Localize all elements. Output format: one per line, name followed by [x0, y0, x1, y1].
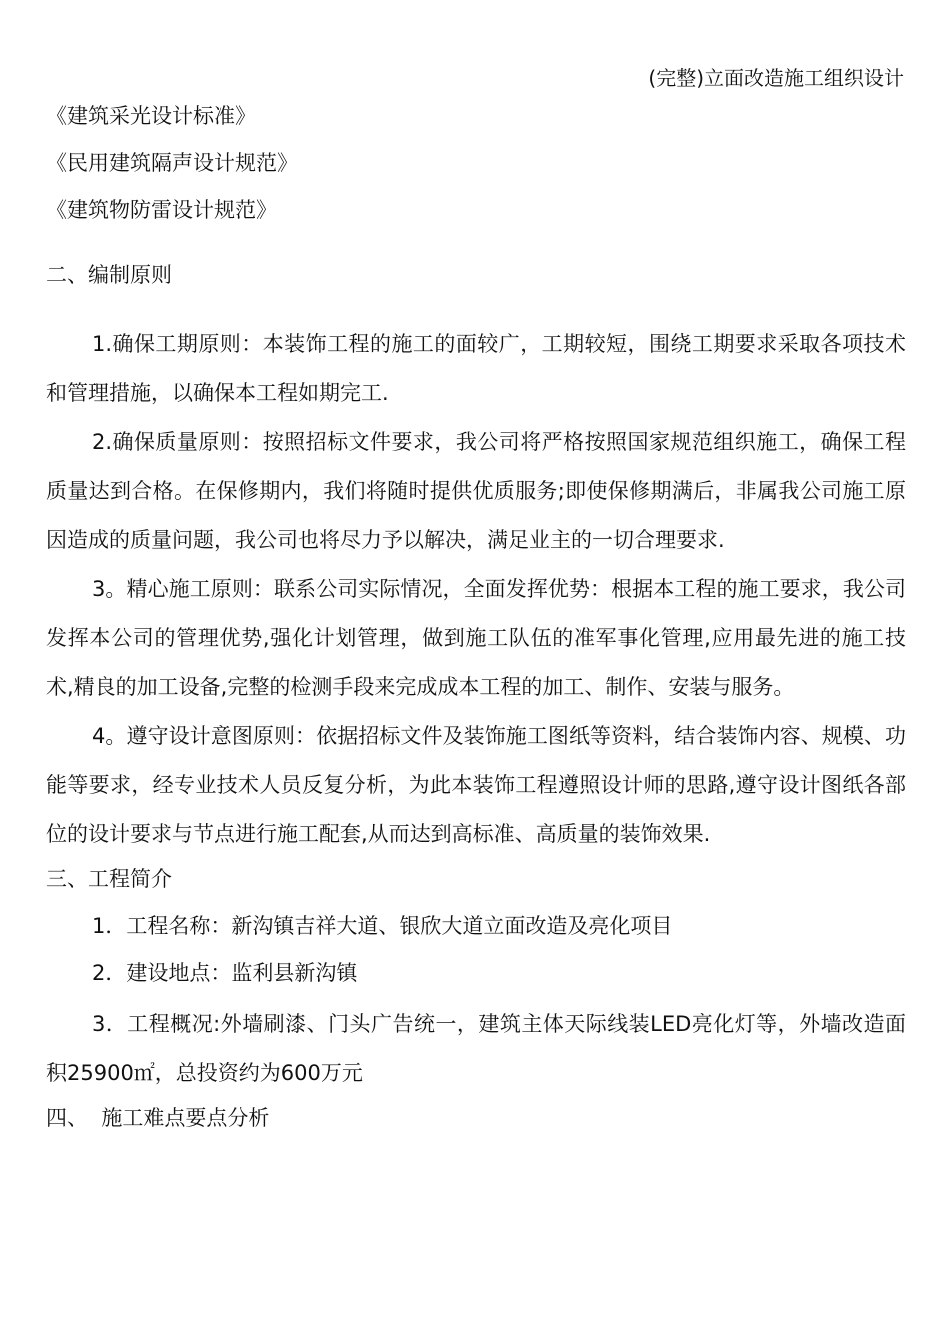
- section-heading-difficulties: 四、 施工难点要点分析: [46, 1106, 270, 1130]
- document-body: [46, 96, 906, 1145]
- principle-paragraph-2: 2.确保质量原则：按照招标文件要求，我公司将严格按照国家规范组织施工，确保工程质量达到合格。在保修期内，我们将随时提供优质服务;即使保修期满后，非属我公司施工原因造成的质量问题，我公司也将尽力予以解决，满足业主的一切合理要求.: [46, 430, 906, 552]
- principle-paragraph-4: 4。遵守设计意图原则：依据招标文件及装饰施工图纸等资料，结合装饰内容、规模、功能等要求，经专业技术人员反复分析，为此本装饰工程遵照设计师的思路,遵守设计图纸各部位的设计要求与节点进行施工配套,从而达到高标准、高质量的装饰效果.: [46, 724, 906, 846]
- project-name-item: 1．工程名称：新沟镇吉祥大道、银欣大道立面改造及亮化项目: [92, 914, 673, 938]
- document-header: (完整)立面改造施工组织设计: [648, 66, 904, 90]
- project-overview-paragraph: 3．工程概况:外墙刷漆、门头广告统一，建筑主体天际线装LED亮化灯等，外墙改造面积25900㎡，总投资约为600万元: [46, 1012, 906, 1085]
- project-location-item: 2．建设地点：监利县新沟镇: [92, 961, 358, 985]
- section-heading-overview: 三、工程简介: [46, 867, 172, 891]
- standard-item: 《民用建筑隔声设计规范》: [46, 151, 298, 175]
- principle-paragraph-1: 1.确保工期原则：本装饰工程的施工的面较广，工期较短，围绕工期要求采取各项技术和管理措施，以确保本工程如期完工.: [46, 332, 906, 405]
- section-heading-principles: 二、编制原则: [46, 263, 172, 287]
- principle-paragraph-3: 3。精心施工原则：联系公司实际情况，全面发挥优势：根据本工程的施工要求，我公司发挥本公司的管理优势,强化计划管理，做到施工队伍的准军事化管理,应用最先进的施工技术,精良的加工设备,完整的检测手段来完成成本工程的加工、制作、安装与服务。: [46, 577, 906, 699]
- standard-item: 《建筑物防雷设计规范》: [46, 198, 277, 222]
- standard-item: 《建筑采光设计标准》: [46, 104, 256, 128]
